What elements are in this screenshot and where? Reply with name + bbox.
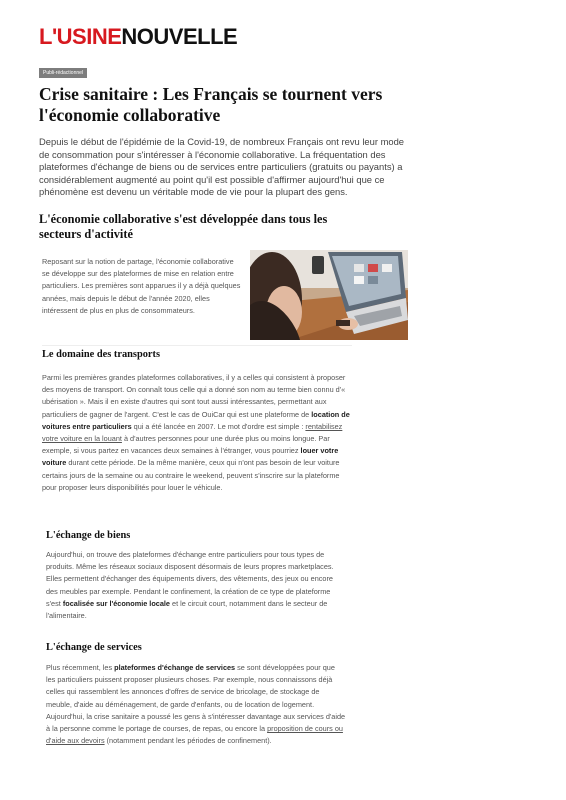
bold-text: louer votre voiture	[42, 446, 339, 468]
article-photo	[250, 250, 408, 340]
subheading-transports: Le domaine des transports	[42, 349, 161, 360]
paragraph-text: et le circuit court, notamment dans le secteur de l'alimentaire.	[46, 598, 328, 621]
paragraph-text: qui a été lancée en 2007. Le mot d'ordre est simple :	[131, 421, 306, 431]
paragraph-goods-exchange	[46, 549, 346, 622]
laptop-photo-illustration	[250, 250, 408, 340]
bold-text: focalisée sur l'économie locale	[62, 598, 170, 608]
link-rent-car[interactable]: rentabilisez votre voiture en la louant	[42, 421, 343, 444]
link-tutoring[interactable]: proposition de cours ou d'aide aux devoirs	[46, 724, 343, 746]
paragraph-services-exchange	[46, 662, 346, 747]
paragraph-text: à d'autres personnes pour une durée plus ou moins longue. Par exemple, si vous partez en vacances deux semaines à l'étranger, vous pourriez	[42, 434, 330, 456]
sponsored-badge: Publi-rédactionnel	[39, 68, 87, 78]
paragraph-transports	[42, 372, 352, 494]
site-logo[interactable]	[39, 26, 237, 48]
logo-part-usine: L'USINE	[39, 24, 122, 49]
paragraph-text: durant cette période. De la même manière, ceux qui n'ont pas besoin de leur voiture certains jours de la semaine ou au contraire le weekend, peuvent s'inscrire sur la plateforme pour proposer leurs disponibilités pour louer le véhicule.	[42, 458, 340, 492]
article-title: Crise sanitaire : Les Français se tournent vers l'économie collaborative	[39, 84, 383, 125]
paragraph-text: se sont développées pour que les particuliers puissent proposer plusieurs choses. Par exemple, nous connaissons déjà celles qui rassemblent les annonces d'offres de service de bricolage, de stockage de meuble, d'aide au déménagement, de garde d'enfants, ou de location de logement. Aujourd'hui, la crise sanitaire a poussé les gens à s'intéresser davantage aux services d'aide à la personne comme le portage de courses, de repas, ou encore la	[46, 663, 346, 734]
article-intro: Depuis le début de l'épidémie de la Covid-19, de nombreux Français ont revu leur mode de consommation pour s'intéresser à l'économie collaborative. La fréquentation des plateformes d'échange de biens ou de services entre particuliers (gratuits ou payants) a considérablement augmenté au point qu'il est possible d'affirmer aujourd'hui que ce phénomène est devenu un véritable mode de vie pour la plupart des gens.	[39, 136, 405, 198]
paragraph-text: Parmi les premières grandes plateformes collaboratives, il y a celles qui consistent à proposer des moyens de transport. On connaît tous celle qui a donné son nom au terme bien connu d'« ubérisation ». Mais il en existe d'autres qui sont tout aussi intéressantes, permettant aux particuliers de gagner de l'argent. C'est le cas de OuiCar qui est une plateforme de	[42, 373, 346, 419]
bold-text: location de voitures entre particuliers	[42, 409, 350, 431]
subheading-services-exchange: L'échange de services	[46, 642, 142, 653]
paragraph-text: Plus récemment, les	[46, 663, 115, 672]
subheading-goods-exchange: L'échange de biens	[46, 530, 131, 541]
section-heading-collaborative: L'économie collaborative s'est développée dans tous les secteurs d'activité	[39, 212, 328, 241]
paragraph-text: (notamment pendant les périodes de confinement).	[104, 736, 272, 746]
logo-part-nouvelle: NOUVELLE	[121, 24, 238, 49]
paragraph-text: Aujourd'hui, on trouve des plateformes d'échange entre particuliers pour tous types de produits. Même les réseaux sociaux disposent désormais de leurs propres marketplaces. Elles permettent d'échanger des équipements divers, des vêtements, des jeux ou encore des meubles par exemple. Pendant le confinement, la création de ce type de plateforme s'est	[46, 550, 334, 608]
section-divider	[42, 345, 352, 346]
section-paragraph-collaborative: Reposant sur la notion de partage, l'économie collaborative se développe sur des plateformes de mise en relation entre particuliers. Les premières sont apparues il y a déjà quelques années, mais depuis le début de l'année 2020, elles intéressent de plus en plus de consommateurs.	[42, 257, 241, 315]
bold-text: plateformes d'échange de services	[114, 663, 236, 672]
